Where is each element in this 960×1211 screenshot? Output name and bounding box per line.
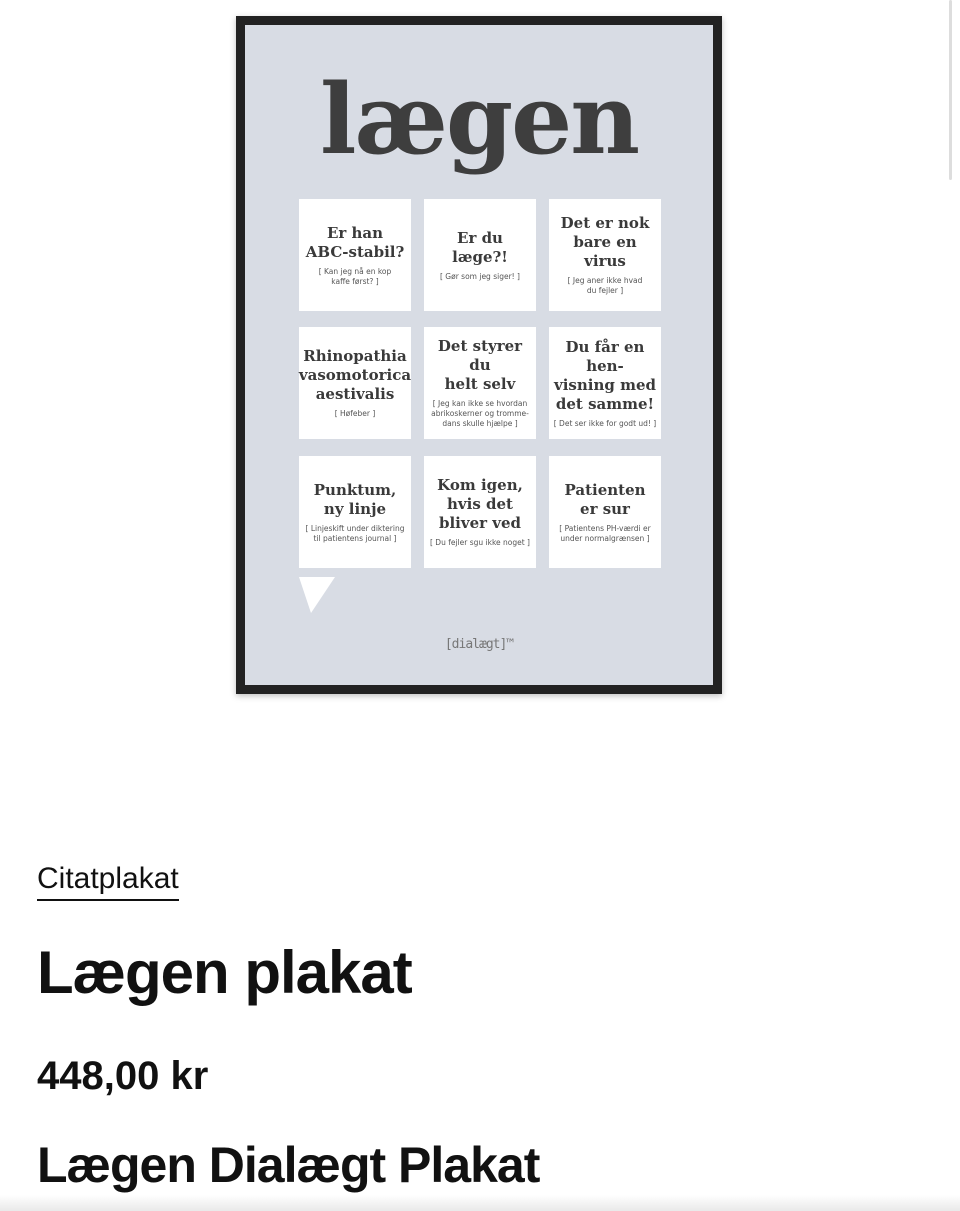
product-image[interactable] bbox=[236, 16, 722, 694]
poster-tile bbox=[549, 199, 661, 311]
poster-tile bbox=[549, 456, 661, 568]
speech-bubble-tail bbox=[299, 577, 335, 613]
tile-heading: Er han ABC-stabil? bbox=[305, 223, 405, 261]
tile-heading: Kom igen, hvis det bliver ved bbox=[437, 476, 523, 532]
poster-title: lægen bbox=[319, 63, 639, 176]
tile-note: [ Kan jeg nå en kop kaffe først? ] bbox=[318, 266, 392, 286]
poster-tile bbox=[424, 327, 536, 439]
tile-heading: Er du læge?! bbox=[452, 228, 508, 266]
tile-heading: Du får en hen- visning med det samme! bbox=[554, 337, 656, 413]
category-link[interactable]: Citatplakat bbox=[37, 860, 179, 901]
tile-heading: Rhinopathia vasomotorica aestivalis bbox=[298, 347, 412, 403]
tile-heading: Patienten er sur bbox=[564, 480, 646, 518]
poster-tile bbox=[299, 456, 411, 568]
poster-tile bbox=[424, 456, 536, 568]
tile-note: [ Patientens PH-værdi er under normalgrænsen ] bbox=[559, 523, 651, 543]
tile-note: [ Høfeber ] bbox=[334, 409, 376, 418]
tile-note: [ Jeg kan ikke se hvordan abrikoskerner og tromme- dans skulle hjælpe ] bbox=[431, 399, 529, 428]
tile-heading: Punktum, ny linje bbox=[313, 480, 397, 518]
product-description-heading: Lægen Dialægt Plakat bbox=[37, 1137, 540, 1193]
tile-heading: Det er nok bare en virus bbox=[560, 214, 650, 270]
tile-note: [ Jeg aner ikke hvad du fejler ] bbox=[567, 276, 643, 295]
poster-tile bbox=[299, 327, 411, 439]
poster-tile bbox=[299, 199, 411, 311]
poster-tile bbox=[424, 199, 536, 311]
tile-note: [ Det ser ikke for godt ud! ] bbox=[553, 418, 657, 428]
tile-note: [ Gør som jeg siger! ] bbox=[440, 271, 520, 281]
product-price: 448,00 kr bbox=[37, 1054, 209, 1098]
poster-tile-grid bbox=[299, 199, 671, 579]
tile-note: [ Du fejler sgu ikke noget ] bbox=[429, 538, 530, 547]
poster-tile bbox=[549, 327, 661, 439]
tile-note: [ Linjeskift under diktering til patientens journal ] bbox=[305, 523, 405, 543]
bottom-edge-shadow bbox=[0, 1195, 960, 1211]
product-title: Lægen plakat bbox=[37, 939, 412, 1006]
scrollbar-thumb[interactable] bbox=[949, 0, 952, 180]
poster-logo: [dialægt]™ bbox=[444, 637, 514, 652]
tile-heading: Det styrer du helt selv bbox=[437, 337, 523, 393]
